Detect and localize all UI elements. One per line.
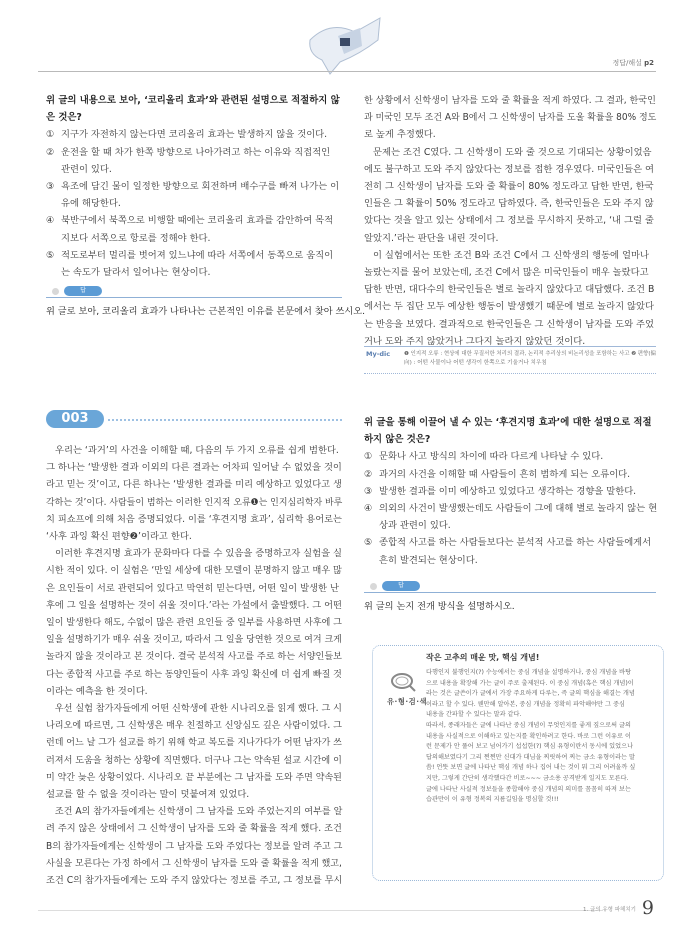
left-top-question-block <box>46 92 342 281</box>
text-line: 답의해보였다기 그리 쩐쩐만 신대가 대님을 찌릿하여 찌는 금소 유형이라는 말 <box>426 753 635 761</box>
option-line: 북반구에서 북쪽으로 비행할 때에는 코리올리 효과를 감안하여 목적 <box>61 215 334 227</box>
option-line: 종합적 사고를 하는 사람들보다는 분석적 사고를 하는 사람들에게서 <box>379 537 652 549</box>
option-text <box>379 534 651 568</box>
text-line: 거나 도와 주지 않았거나 그다지 놀라지 않았던 것이다. <box>364 335 586 347</box>
answer-option[interactable] <box>46 178 342 212</box>
option-text <box>379 483 636 500</box>
text-line: 라는 것은 글쓴이가 글에서 가장 주요하게 다루는, 즉 글의 핵심을 해결는 개념 <box>426 690 635 698</box>
option-text <box>379 466 630 483</box>
answer-icon <box>52 288 59 295</box>
text-line: 런데 어느 날 그가 설교를 하기 위해 학교 복도를 지나가다가 어떤 남자가 쓰 <box>46 737 342 749</box>
tip-box-text <box>426 668 656 806</box>
text-line: 설교를 할 수 없을 것이라는 말이 덧붙여져 있었다. <box>46 789 250 801</box>
text-line: 조건 C의 참가자들에게는 도와 주지 않았다는 정보를 주고, 그 정보를 무시 <box>46 875 343 887</box>
option-line: 는 속도가 달라서 일어나는 현상이다. <box>61 267 211 279</box>
option-line: 적도로부터 멀리를 벗어져 있느냐에 따라 서쪽에서 동쪽으로 움직이 <box>61 249 334 261</box>
answer-option[interactable] <box>364 534 656 568</box>
text-line: 런 문제가 안 풀어 보고 넘어가기 섭섭한(?) 핵심 유형이란서 동시에 있었으나 <box>426 743 634 751</box>
header-rule <box>38 71 656 72</box>
option-line: 문화나 사고 방식의 차이에 따라 다르게 나타날 수 있다. <box>379 451 604 463</box>
text-line: 에도 불구하고 도와 주지 않았다는 정보를 접한 경우였다. 미국인들은 여 <box>364 163 654 175</box>
text-line: 놀라지 않을 것이라고 본 것이다. 결국 분석적 사고를 주로 하는 서양인들보 <box>46 651 342 663</box>
option-line: 유에 해당한다. <box>61 198 121 210</box>
option-text <box>61 212 333 246</box>
text-line: 다행인지 불행인지(?) 수능에서는 중심 개념을 설명하거나, 중심 개념을 바탕 <box>426 669 632 676</box>
answer-option[interactable] <box>364 483 656 500</box>
page-number: 9 <box>641 897 654 919</box>
text-line: 문제는 조건 C였다. 그 신학생이 도와 줄 것으로 기대되는 상황이었음 <box>373 146 652 158</box>
text-line: 글에 나타난 사실적 정보들을 종합해야 중심 개념의 의미를 꼼꼼히 따져 보는 <box>426 785 631 793</box>
footer-section-label: 1. 글의 유형 파헤치기 <box>583 907 636 913</box>
text-line: 지만, 그렇게 간단히 생각했다간 비로~~~ 금소용 공격받게 일지도 모른다. <box>426 774 629 782</box>
question-title: 위 글을 통해 이끌어 낼 수 있는 ‘후견지명 효과’에 대한 설명으로 적절하지 않은 것은? <box>364 417 652 446</box>
option-line: 발생한 결과를 이미 예상하고 있었다고 생각하는 경향을 말한다. <box>379 485 637 497</box>
vocabulary-note <box>364 346 656 374</box>
paragraph <box>46 545 342 700</box>
option-number: ④ <box>364 503 373 515</box>
option-line: 욕조에 담긴 물이 일정한 방향으로 회전하며 배수구를 빠져 나가는 이 <box>61 181 340 193</box>
answer-prompt: 위 글의 논지 전개 방식을 설명하시오. <box>364 601 515 612</box>
text-line: 이 실험에서는 또한 조건 B와 조건 C에서 그 신학생의 행동에 얼마나 <box>373 249 649 261</box>
answer-option[interactable] <box>364 448 656 465</box>
option-line: 과거의 사건을 이해할 때 사람들이 흔히 범하게 되는 오류이다. <box>379 468 631 480</box>
vocabulary-note-label: My-dic <box>366 350 391 358</box>
text-line: ❶ 인지적 오류 : 현상에 대한 무질서한 처리의 결과, 논리적 추리상의 비논리성을 포함하는 사고 ❷ 편향(偏 <box>404 351 656 357</box>
paragraph <box>364 92 656 144</box>
text-line: 미 약간 늦은 상황이었다. 시나리오 끝 부분에는 그 남자를 도와 주면 약속된 <box>46 771 342 783</box>
text-line: 았다는 것을 알고 있는 상태에서 그 정보를 무시하지 못하고, ‘내 그럴 줄 <box>364 215 654 227</box>
text-line: 이라는 예측을 한 것이다. <box>46 685 148 697</box>
text-line: 각하는 것’이다. 사람들이 범하는 이러한 인지적 오류❶는 인지심리학자 바루 <box>46 496 343 508</box>
option-number: ① <box>364 451 373 463</box>
option-number: ② <box>364 468 373 480</box>
option-line: 의외의 사건이 발생했는데도 사람들이 그에 대해 별로 놀라지 않는 현 <box>379 503 658 515</box>
text-line: 알았지.’라는 판단을 내린 것이다. <box>364 232 499 244</box>
text-line: 과 미국인 모두 조건 A와 B에서 그 신학생이 남자를 도울 확률을 80% 정도 <box>364 112 657 124</box>
decorative-ribbon-graphic <box>300 10 395 80</box>
answer-option[interactable] <box>46 144 342 178</box>
question-title: 위 글의 내용으로 보아, ‘코리올리 효과’와 관련된 설명으로 적절하지 않은 것은? <box>46 95 340 124</box>
option-number: ⑤ <box>46 249 55 261</box>
tip-box-title: 작은 고추의 매운 맛, 핵심 개념! <box>426 653 540 662</box>
text-line: 사실을 모른다는 가정 하에서 그 신학생이 남자를 도와 줄 확률을 적게 했고, <box>46 857 342 869</box>
right-mid-question-block <box>364 414 656 569</box>
paragraph <box>46 803 342 889</box>
text-line: 나리오에 따르면, 그 신학생은 매우 친절하고 신앙심도 깊은 사람이었다. 그 <box>46 720 342 732</box>
answer-option[interactable] <box>46 247 342 281</box>
right-top-passage <box>364 92 656 350</box>
tip-box-label: 유·형·검·색 <box>387 697 428 706</box>
paragraph <box>364 144 656 247</box>
text-line: 후에 그 일을 설명하는 것이 쉬울 것이다.’라는 가설에서 출발했다. 그 어떤 <box>46 599 342 611</box>
option-number: ④ <box>46 215 55 227</box>
option-line: 지보다 서쪽으로 항로를 정해야 한다. <box>61 232 211 244</box>
paragraph <box>364 247 656 350</box>
answer-badge: 답 <box>64 286 102 296</box>
text-line: 시한 적이 있다. 이 실험은 ‘만일 세상에 대한 모델이 분명하지 않고 매우 많 <box>46 565 342 577</box>
text-line: ‘사후 과잉 확신 편향❷’이라고 한다. <box>46 531 192 543</box>
option-text <box>61 178 339 212</box>
text-line: 조건 A의 참가자들에게는 신학생이 그 남자를 도와 주었는지의 여부를 알 <box>54 806 343 818</box>
option-line: 운전을 할 때 차가 한쪽 방향으로 나아가려고 하는 이유와 직접적인 <box>61 146 331 158</box>
text-line: 한 상황에서 신학생이 남자를 도와 줄 확률을 적게 하였다. 그 결과, 한국인 <box>364 95 656 106</box>
text-line: 은 요인들이 서로 관련되어 있다고 막연히 믿는다면, 어떤 일이 발생한 난 <box>46 582 339 594</box>
answer-option[interactable] <box>46 212 342 246</box>
footer-rule <box>38 910 603 911</box>
text-line: 씀! 언뜻 보면 글에 나타난 핵심 개념 하나 집어 내는 것이 뭐 그리 어려울까 싶 <box>426 764 636 772</box>
option-number: ② <box>46 146 55 158</box>
text-line: B의 참가자들에게는 신학생이 그 남자를 도와 주었다는 정보를 알려 주고 그 <box>46 840 343 852</box>
text-line: 습관만이 이 유형 정복의 지름길임을 명심할 것!!! <box>426 796 559 804</box>
option-text <box>379 448 603 465</box>
option-text <box>379 500 657 534</box>
text-line: 으로 내용을 확장해 가는 글이 주로 출제된다. 이 중심 개념(혹은 핵심 개념)이 <box>426 679 634 687</box>
text-line: 그 하나는 ‘발생한 결과 이외의 다른 결과는 어차피 일어날 수 없었을 것이 <box>46 462 342 474</box>
answer-option[interactable] <box>364 466 656 483</box>
left-body-passage <box>46 442 342 889</box>
answer-option[interactable] <box>46 126 342 143</box>
text-line: 에서는 두 집단 모두 예상한 행동이 발생했기 때문에 별로 놀라지 않았다 <box>364 301 654 313</box>
text-line: 답한 반면, 대다수의 한국인들은 별로 놀라지 않았다고 대답했다. 조건 B <box>364 284 655 296</box>
text-line: 일을 설명하기가 매우 쉬울 것이고, 따라서 그 일을 당연한 것으로 여겨 크게 <box>46 634 342 646</box>
text-line: 놀랐는지를 물어 보았는데, 조건 C에서 많은 미국인들이 매우 놀랐다고 <box>364 267 649 279</box>
option-number: ③ <box>46 181 55 193</box>
answer-prompt: 위 글로 보아, 코리올리 효과가 나타나는 근본적인 이유를 본문에서 찾아 쓰시오. <box>46 306 366 317</box>
text-line: 치 피쇼프에 의해 처음 증명되었다. 이를 ‘후견지명 효과’, 심리학 용어로는 <box>46 513 342 525</box>
text-line: 우선 실험 참가자들에게 어떤 신학생에 관한 시나리오를 읽게 했다. 그 시 <box>54 703 342 715</box>
text-line: 이러한 후견지명 효과가 문화마다 다를 수 있음을 증명하고자 실험을 실 <box>55 548 343 560</box>
text-line: 向) : 어떤 사물이나 어떤 생각이 한쪽으로 기울거나 치우침 <box>404 360 547 366</box>
option-text <box>61 144 330 178</box>
option-number: ① <box>46 129 55 141</box>
option-text <box>61 126 327 143</box>
answer-rule <box>364 592 656 593</box>
option-line: 관련이 있다. <box>61 163 112 175</box>
text-line: 전히 그 신학생이 남자를 도와 줄 확률이 80% 정도라고 답한 반면, 한국 <box>364 181 654 193</box>
section-divider <box>108 419 342 421</box>
text-line: 러져서 도움을 청하는 상황에 직면했다. 더구나 그는 약속된 설교 시간에 이 <box>46 754 342 766</box>
answer-icon <box>370 583 377 590</box>
text-line: 일이 발생한다 해도, 수없이 많은 관련 요인들 중 일부를 사용하면 사후에 그 <box>46 617 342 629</box>
text-line: 로 높게 추정했다. <box>364 129 436 141</box>
option-line: 흔히 발견되는 현상이다. <box>379 554 478 566</box>
text-line: 는 반응을 보였다. 결과적으로 한국인들은 그 신학생이 남자를 도와 주었 <box>364 318 654 330</box>
text-line: 우리는 ‘과거’의 사건을 이해할 때, 다음의 두 가지 오류를 쉽게 범한다. <box>55 445 339 456</box>
answer-badge: 답 <box>382 581 420 591</box>
paragraph <box>46 442 342 545</box>
text-line: 라고 믿는 것’이고, 다른 하나는 ‘발생한 결과를 미리 예상하고 있었다고 생 <box>46 479 342 491</box>
answer-rule <box>46 297 342 298</box>
text-line: 인들은 그 확률이 50% 정도라고 답하였다. 즉, 한국인들은 도와 주지 않 <box>364 198 654 210</box>
magnifier-icon <box>390 672 416 692</box>
option-line: 상과 관련이 있다. <box>379 520 451 532</box>
text-line: 다는 종합적 사고를 주로 하는 동양인들이 사후 과잉 확신에 더 쉽게 빠질 것 <box>46 668 342 680</box>
text-line: 따라서, 종래자들은 글에 나타난 중심 개념이 무엇인지를 좋게 짚으로써 글의 <box>426 721 631 729</box>
option-number: ③ <box>364 485 373 497</box>
text-line: 내용을 간파할 수 있다는 말과 같다. <box>426 711 522 719</box>
option-line: 지구가 자전하지 않는다면 코리올리 효과는 발생하지 않을 것이다. <box>61 129 328 141</box>
text-line: 려 주지 않은 상태에서 그 신학생이 남자를 도와 줄 확률을 적게 했다. 조건 <box>46 823 342 835</box>
header-label: 정답/해설 p2 <box>612 59 654 67</box>
paragraph <box>46 700 342 803</box>
text-line: 내용을 사실적으로 이해하고 있는지를 확인하려고 한다. 바로 그런 이유로 이 <box>426 732 631 740</box>
text-line: 이라고 할 수 있다. 웬만해 알아본, 중심 개념을 정확히 파악해야만 그 중심 <box>426 700 625 708</box>
option-text <box>61 247 333 281</box>
answer-option[interactable] <box>364 500 656 534</box>
option-number: ⑤ <box>364 537 373 549</box>
section-number-badge: 003 <box>46 410 104 428</box>
